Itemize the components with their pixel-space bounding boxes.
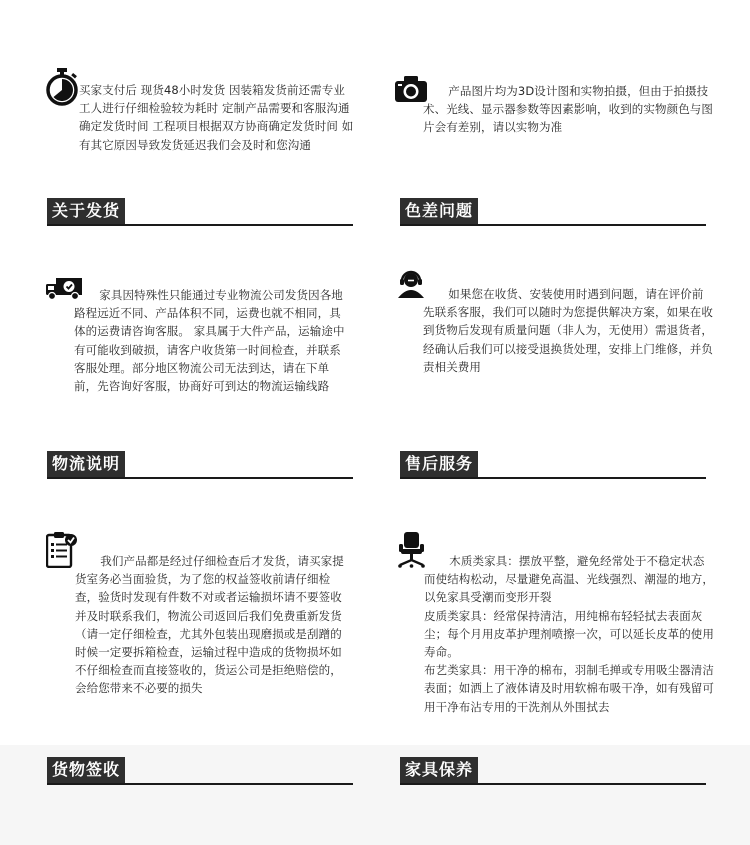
care-heading (400, 757, 706, 785)
color-heading (400, 198, 706, 226)
aftersales-heading (400, 451, 706, 479)
signing-heading-label: 货物签收 (47, 757, 125, 783)
checklist-icon (46, 532, 78, 568)
color-heading-label: 色差问题 (400, 198, 478, 224)
care-heading-label: 家具保养 (400, 757, 478, 783)
care-paragraph-leather: 皮质类家具：经常保持清洁，用纯棉布轻轻拭去表面灰尘；每个月用皮革护理剂喷擦一次，可以延长皮革的使用寿命。 (424, 608, 714, 660)
color-text: 产品图片均为3D设计图和实物拍摄，但由于拍摄技术、光线、显示器参数等因素影响，收到的实物颜色与图片会有差别，请以实物为准 (423, 84, 713, 135)
stopwatch-icon (45, 68, 79, 106)
aftersales-text: 如果您在收货、安装使用时遇到问题，请在评价前先联系客服，我们可以随时为您提供解决方案，如果在收到货物后发现有质量问题（非人为，无使用）需退货者，经确认后我们可以接受退换货处理，安排上门维修，并负责相关费用 (423, 287, 713, 374)
logistics-heading-label: 物流说明 (47, 451, 125, 477)
shipping-heading-label: 关于发货 (47, 198, 125, 224)
care-paragraph-fabric: 布艺类家具：用干净的棉布，羽制毛掸或专用吸尘器清洁表面；如洒上了液体请及时用软棉布吸干净，如有残留可用干净布沾专用的干洗剂从外围拭去 (424, 663, 714, 714)
signing-text: 我们产品都是经过仔细检查后才发货，请买家提货室务必当面验货，为了您的权益签收前请仔细检查，验货时发现有件数不对或者运输损坏请不要签收并及时联系我们，物流公司返回后我们免费重新发货（请一定仔细检查，尤其外包装出现磨损或是刮蹭的时候一定要拆箱检查，运输过程中造成的货物损坏如不仔细检查而直接签收的，货运公司是拒绝赔偿的，会给您带来不必要的损失 (75, 554, 344, 696)
logistics-text: 家具因特殊性只能通过专业物流公司发货因各地路程远近不同、产品体积不同，运费也就不相同，具体的运费请咨询客服。 家具属于大件产品，运输途中有可能收到破损，请客户收货第一时间检查，并联系客服处理。部分地区物流公司无法到达，请在下单前，先咨询好客服，协商好可到达的物流运输线路 (74, 288, 345, 394)
aftersales-heading-label: 售后服务 (400, 451, 478, 477)
signing-heading (47, 757, 353, 785)
customer-service-headset-icon (397, 270, 425, 298)
care-paragraph-wood: 木质类家具：摆放平整，避免经常处于不稳定状态而使结构松动，尽量避免高温、光线强烈、潮湿的地方，以免家具受潮而变形开裂 (424, 554, 714, 605)
logistics-heading (47, 451, 353, 479)
shipping-heading (47, 198, 353, 226)
care-text (424, 552, 716, 716)
shipping-text: 买家支付后 现货48小时发货 因装箱发货前还需专业工人进行仔细检验较为耗时 定制产品需要和客服沟通确定发货时间 工程项目根据双方协商确定发货时间 如有其它原因导致发货延迟我们会及时和您沟通 (79, 83, 354, 152)
